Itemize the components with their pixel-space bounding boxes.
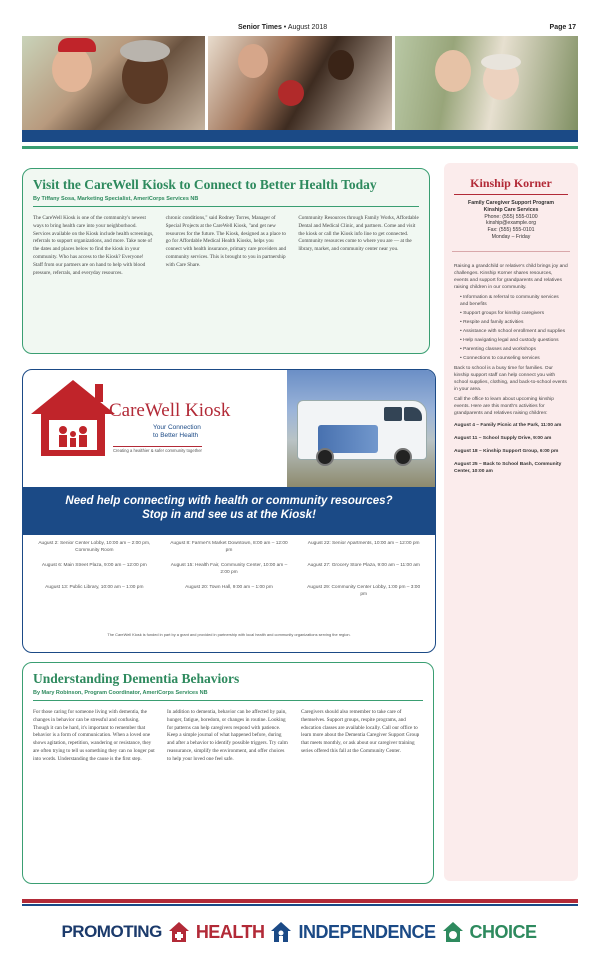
- sidebar-paragraph: Back to school is a busy time for families. Our kinship support staff can help connect you with school supplies, clothing, and back-to-school events in your area.: [454, 365, 567, 392]
- schedule-item: August 15: Health Fair, Community Center, 10:00 am – 2:00 pm: [170, 563, 288, 575]
- schedule-item: August 6: Main Street Plaza, 9:00 am – 12:00 pm: [41, 563, 147, 568]
- contact-line: Phone: (555) 555-0100: [484, 213, 538, 220]
- contact-email[interactable]: kinship@example.org: [486, 220, 536, 227]
- article-columns: [33, 709, 423, 764]
- house-logo-icon: [27, 376, 119, 460]
- list-item: • Information & referral to community services and benefits: [460, 294, 568, 308]
- sidebar-title: Kinship Korner: [470, 176, 552, 190]
- article-column-3: Community Resources through Family Works, Affordable Dental and Medical Clinic, and partners. Come and visit the kiosk or call the Kiosk info line to get connected. Community resources come to where you are — at the library, market, and community center near you.: [298, 215, 419, 253]
- article-column-2: In addition to dementia, behavior can be affected by pain, hunger, fatigue, boredom, or changes in routine. Looking for patterns can help caregivers respond with patience. Keep a simple journal of what happened before, during and after a behavior to identify possible triggers. Try calm reassurance, simplify the environment, and offer choices to help your loved one feel safe.: [167, 709, 288, 762]
- kiosk-footnote: The CareWell Kiosk is funded in part by a grant and provided in partnership with local health and community organizations serving the region.: [107, 632, 351, 637]
- header-photo-strip: [22, 36, 578, 130]
- article-byline: By Mary Robinson, Program Coordinator, AmeriCorps Services NB: [33, 690, 208, 696]
- slogan-promoting: PROMOTING: [61, 922, 162, 941]
- sidebar-dates: [454, 422, 568, 475]
- divider: [454, 194, 568, 195]
- list-item: • Respite and family activities: [460, 319, 568, 326]
- kiosk-callout-line2: Stop in and see us at the Kiosk!: [142, 509, 316, 521]
- photo-senior-couple: [22, 36, 205, 130]
- article-columns: [33, 215, 419, 277]
- choice-house-icon: [442, 921, 464, 943]
- contact-line: Fax: (555) 555-0101: [487, 227, 535, 234]
- page-number: Page 17: [549, 24, 576, 31]
- kiosk-logo-tagline: Creating a healthier & safer community together: [113, 448, 202, 453]
- slogan-choice: CHOICE: [469, 921, 537, 942]
- article-column-1: For those caring for someone living with dementia, the changes in behavior can be stressful and confusing. Though it can be hard, it's important to remember that behavior is a form of communication. When a loved one shows agitation, repetition, wandering or resistance, they are often trying to tell us something they can no longer put into words. Understanding the cause is the first step.: [33, 709, 155, 762]
- header-rule-green: [22, 146, 578, 149]
- schedule-item: August 13: Public Library, 10:00 am – 1:00 pm: [45, 585, 144, 590]
- schedule-item: August 2: Senior Center Lobby, 10:00 am – 2:00 pm, Community Room: [38, 541, 151, 553]
- bus-icon: [297, 400, 427, 460]
- list-item: • Connections to counseling services: [460, 355, 568, 362]
- sidebar-paragraph: Call the office to learn about upcoming kinship events. Here are this month's activities for grandparents and relatives raising children:: [454, 396, 554, 416]
- article-title: Visit the CareWell Kiosk to Connect to Better Health Today: [33, 177, 377, 192]
- article-column-1: The CareWell Kiosk is one of the community's newest ways to bring health care into your neighborhood. Services available on the Kiosk include health screenings, referrals to support organizations, and more. Take note of the dates and places below to find the kiosk in your community. Who has access to the Kiosk? Everyone! Staff from our partners are on hand to help with blood pressure, referrals, and everyday resources.: [33, 215, 154, 276]
- sidebar-contact: [444, 200, 578, 241]
- kinship-korner-sidebar: [444, 163, 578, 881]
- dementia-article: [22, 662, 434, 884]
- issue-date: August 2018: [287, 24, 328, 31]
- photo-caregiver-visit: [208, 36, 391, 130]
- photo-family-outdoors: [395, 36, 578, 130]
- event-date: August 11 – School Supply Drive, 9:00 am: [454, 435, 552, 441]
- event-date: August 25 – Back to School Bash, Community Center, 10:00 am: [454, 461, 562, 474]
- list-item: • Help navigating legal and custody questions: [460, 337, 568, 344]
- health-house-icon: [168, 921, 190, 943]
- independence-house-icon: [270, 921, 292, 943]
- kiosk-callout-line1: Need help connecting with health or community resources?: [65, 495, 393, 507]
- page-header: [0, 0, 598, 36]
- contact-line: Monday – Friday: [491, 233, 531, 240]
- schedule-item: August 22: Senior Apartments, 10:00 am – 12:00 pm: [307, 541, 420, 546]
- article-title: Understanding Dementia Behaviors: [33, 671, 240, 686]
- footer-rule-blue: [22, 904, 578, 906]
- kiosk-logo-sub1: Your Connection: [153, 424, 201, 431]
- slogan-health: HEALTH: [195, 921, 265, 942]
- kiosk-logo: [27, 374, 283, 474]
- publication-name: Senior Times: [238, 24, 282, 31]
- divider: [33, 206, 419, 207]
- schedule-item: August 8: Farmer's Market Downtown, 8:00 am – 12:00 pm: [170, 541, 288, 553]
- sidebar-body: [444, 252, 578, 475]
- schedule-item: August 20: Town Hall, 9:00 am – 1:00 pm: [185, 585, 273, 590]
- carewell-article: [22, 168, 430, 354]
- list-item: • Parenting classes and workshops: [460, 346, 568, 353]
- divider: [33, 700, 423, 701]
- footer-slogan: [0, 912, 598, 952]
- publication-line: Senior Times • August 2018: [238, 24, 328, 31]
- kiosk-logo-title: CareWell Kiosk: [109, 400, 231, 421]
- contact-line: Kinship Care Services: [483, 206, 539, 213]
- article-column-2: chronic conditions," said Rodney Torres, Manager of Special Projects at the CareWell Kiosk, "and get new resources for the future. The Kiosk, designed as a place to go for Affordable Medical Health Kiosks, helps you connect with health insurance, primary care providers and community services. This is brought to you in partnership with Care Share.: [165, 215, 287, 268]
- footer-rule-red: [22, 899, 578, 903]
- sidebar-intro: Raising a grandchild or relative's child brings joy and challenges. Kinship Korner shares resources, events and support for grandparents and relatives raising children in our community.: [454, 263, 568, 290]
- kiosk-logo-sub2: to Better Health: [153, 432, 199, 439]
- event-date: August 18 – Kinship Support Group, 6:00 pm: [454, 448, 559, 454]
- kiosk-bus-photo: [287, 370, 435, 487]
- schedule-item: August 29: Community Center Lobby, 1:00 pm – 3:00 pm: [307, 585, 421, 597]
- sidebar-bullets: [454, 294, 568, 362]
- list-item: • Assistance with school enrollment and supplies: [460, 328, 568, 335]
- carewell-kiosk-ad: [22, 369, 436, 653]
- schedule-item: August 27: Grocery Store Plaza, 9:00 am – 11:00 am: [307, 563, 420, 568]
- kiosk-callout-band: [23, 487, 435, 535]
- header-rule-blue: [22, 130, 578, 142]
- article-column-3: Caregivers should also remember to take care of themselves. Support groups, respite programs, and education classes are available locally. Call our office to learn more about the Dementia Caregiver Support Group that meets monthly, or ask about our caregiver training series offered this fall at the Community Center.: [301, 709, 420, 754]
- slogan-independence: INDEPENDENCE: [298, 921, 436, 942]
- kiosk-schedule: [35, 541, 423, 598]
- list-item: • Support groups for kinship caregivers: [460, 310, 568, 317]
- event-date: August 4 – Family Picnic at the Park, 11:00 am: [454, 422, 562, 428]
- article-byline: By Tiffany Sosa, Marketing Specialist, AmeriCorps Services NB: [33, 196, 199, 202]
- contact-line: Family Caregiver Support Program: [468, 200, 554, 206]
